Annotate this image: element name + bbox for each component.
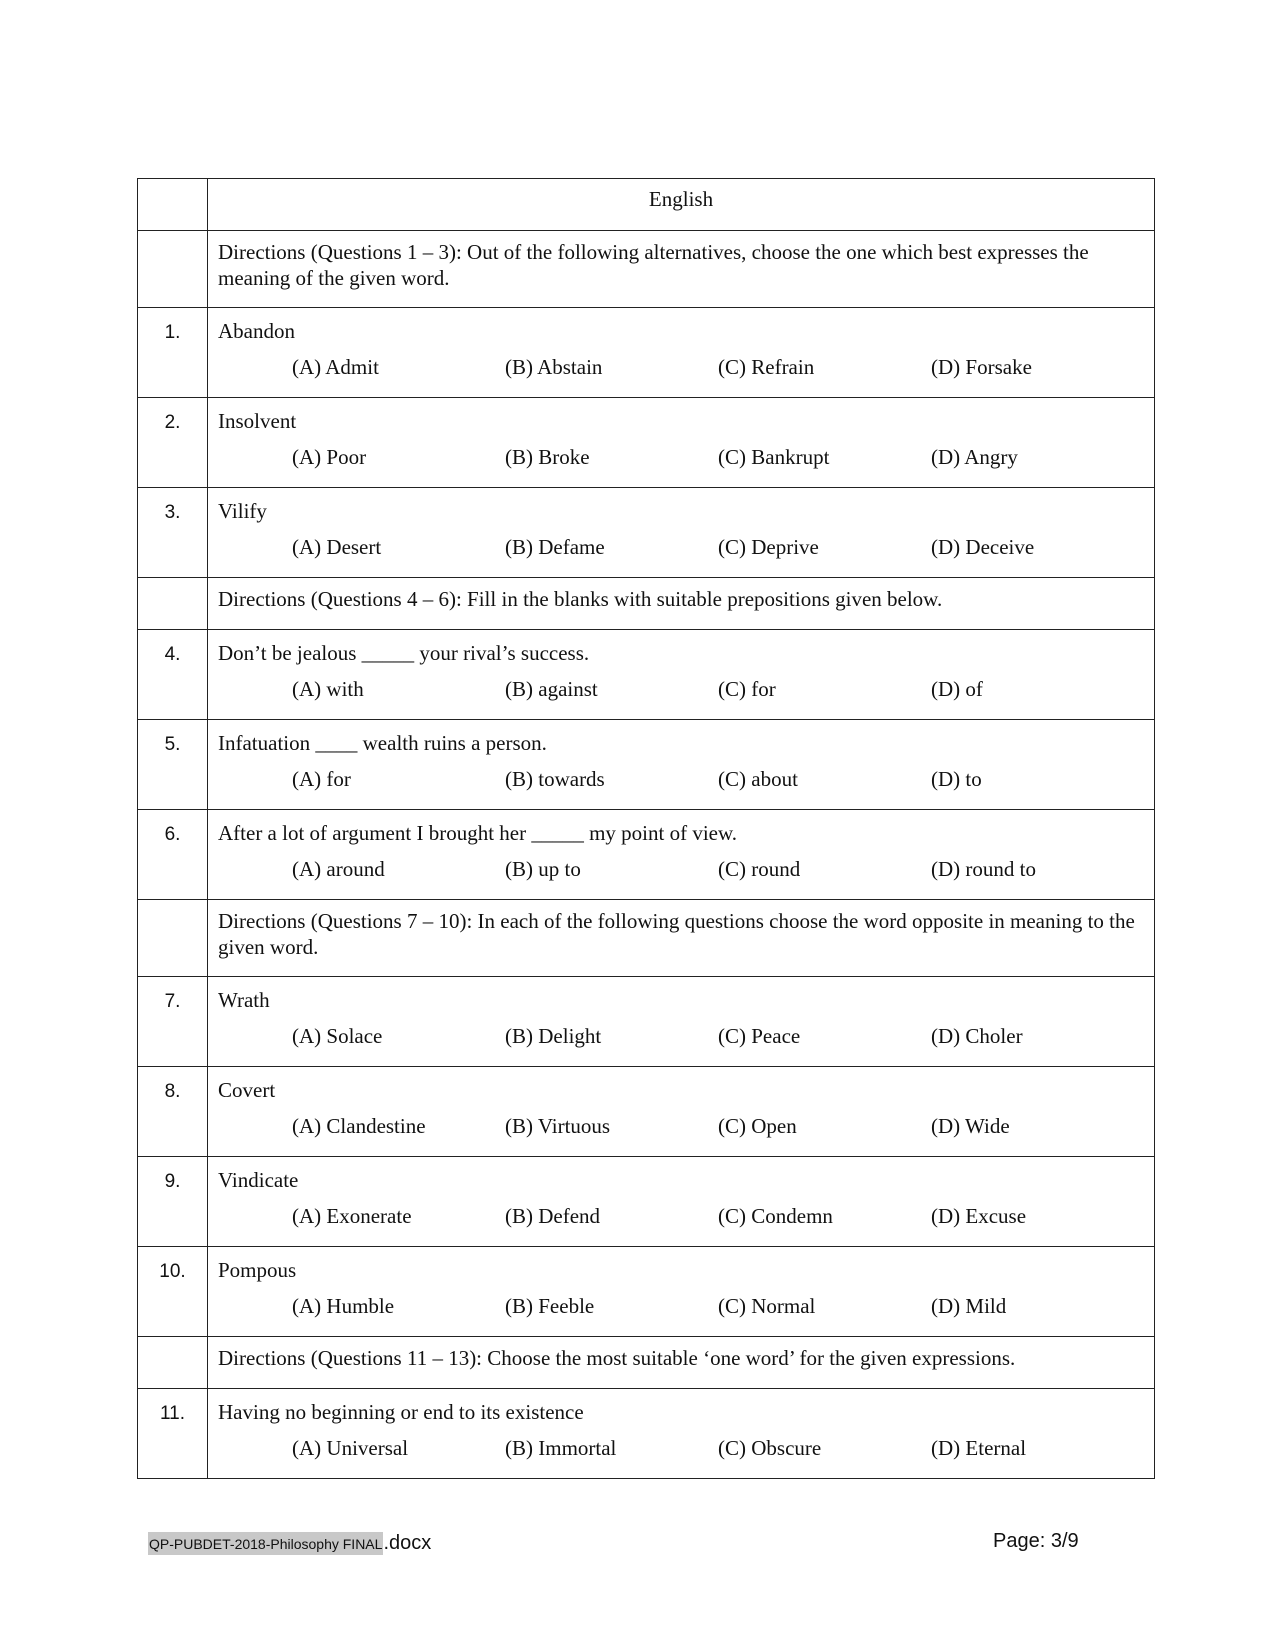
answer-option: (A) Poor bbox=[292, 445, 367, 469]
answer-option: (D) Choler bbox=[931, 1024, 1023, 1048]
directions-row bbox=[138, 900, 1155, 977]
answer-option: (A) Humble bbox=[292, 1294, 395, 1318]
footer-page-number: Page: 3/9 bbox=[993, 1530, 1079, 1552]
question-row bbox=[138, 977, 1155, 1067]
question-stem: Insolvent bbox=[218, 409, 297, 433]
question-stem: Don’t be jealous _____ your rival’s success. bbox=[218, 641, 590, 665]
footer-filename-base: QP-PUBDET-2018-Philosophy FINAL bbox=[148, 1532, 383, 1555]
question-stem: Vindicate bbox=[218, 1168, 299, 1192]
answer-option: (B) Immortal bbox=[505, 1436, 617, 1460]
directions-text: Directions (Questions 7 – 10): In each of the following questions choose the word opposite in meaning to the given word. bbox=[208, 900, 1155, 977]
answer-option: (B) against bbox=[505, 677, 598, 701]
question-stem: Vilify bbox=[218, 499, 267, 523]
answer-options bbox=[218, 534, 1144, 560]
answer-option: (B) Abstain bbox=[505, 355, 603, 379]
question-number: 10. bbox=[138, 1247, 208, 1337]
answer-option: (D) Forsake bbox=[931, 355, 1032, 379]
answer-option: (B) Defame bbox=[505, 535, 605, 559]
directions-row bbox=[138, 231, 1155, 308]
answer-option: (C) for bbox=[718, 677, 776, 701]
question-stem: Covert bbox=[218, 1078, 276, 1102]
answer-option: (C) Condemn bbox=[718, 1204, 833, 1228]
question-stem: Wrath bbox=[218, 988, 270, 1012]
answer-option: (D) Excuse bbox=[931, 1204, 1027, 1228]
answer-options bbox=[218, 1023, 1144, 1049]
answer-option: (C) Obscure bbox=[718, 1436, 822, 1460]
question-number: 11. bbox=[138, 1389, 208, 1479]
answer-option: (B) Delight bbox=[505, 1024, 602, 1048]
question-number: 8. bbox=[138, 1067, 208, 1157]
answer-option: (D) Wide bbox=[931, 1114, 1010, 1138]
question-row bbox=[138, 810, 1155, 900]
answer-option: (D) to bbox=[931, 767, 982, 791]
directions-text: Directions (Questions 11 – 13): Choose the most suitable ‘one word’ for the given expressions. bbox=[208, 1337, 1155, 1389]
question-row bbox=[138, 488, 1155, 578]
answer-options bbox=[218, 1113, 1144, 1139]
section-header-row bbox=[138, 179, 1155, 231]
answer-option: (A) Admit bbox=[292, 355, 379, 379]
question-row bbox=[138, 630, 1155, 720]
answer-option: (C) round bbox=[718, 857, 801, 881]
answer-option: (C) Refrain bbox=[718, 355, 815, 379]
question-row bbox=[138, 1067, 1155, 1157]
directions-text: Directions (Questions 1 – 3): Out of the following alternatives, choose the one which best expresses the meaning of the given word. bbox=[208, 231, 1155, 308]
answer-option: (A) Clandestine bbox=[292, 1114, 426, 1138]
question-row bbox=[138, 720, 1155, 810]
answer-option: (A) for bbox=[292, 767, 351, 791]
question-row bbox=[138, 1389, 1155, 1479]
question-row bbox=[138, 308, 1155, 398]
question-number: 6. bbox=[138, 810, 208, 900]
answer-option: (A) Solace bbox=[292, 1024, 383, 1048]
answer-option: (A) Universal bbox=[292, 1436, 409, 1460]
question-row bbox=[138, 398, 1155, 488]
footer-filename-extension: .docx bbox=[383, 1532, 432, 1554]
answer-options bbox=[218, 676, 1144, 702]
question-table bbox=[137, 178, 1155, 1479]
answer-option: (A) Desert bbox=[292, 535, 382, 559]
answer-option: (D) Deceive bbox=[931, 535, 1035, 559]
question-stem: Abandon bbox=[218, 319, 295, 343]
answer-option: (A) Exonerate bbox=[292, 1204, 412, 1228]
question-number: 4. bbox=[138, 630, 208, 720]
answer-option: (D) round to bbox=[931, 857, 1036, 881]
question-number: 5. bbox=[138, 720, 208, 810]
question-number: 9. bbox=[138, 1157, 208, 1247]
answer-option: (B) towards bbox=[505, 767, 605, 791]
question-row bbox=[138, 1157, 1155, 1247]
question-stem: Pompous bbox=[218, 1258, 297, 1282]
answer-option: (C) Deprive bbox=[718, 535, 819, 559]
answer-option: (B) Virtuous bbox=[505, 1114, 611, 1138]
question-row bbox=[138, 1247, 1155, 1337]
directions-row bbox=[138, 578, 1155, 630]
answer-option: (B) Feeble bbox=[505, 1294, 595, 1318]
question-number: 7. bbox=[138, 977, 208, 1067]
section-title: English bbox=[208, 179, 1155, 231]
question-stem: After a lot of argument I brought her _____ my point of view. bbox=[218, 821, 738, 845]
answer-option: (B) Defend bbox=[505, 1204, 601, 1228]
answer-options bbox=[218, 1293, 1144, 1319]
answer-options bbox=[218, 1203, 1144, 1229]
question-number: 3. bbox=[138, 488, 208, 578]
directions-text: Directions (Questions 4 – 6): Fill in the blanks with suitable prepositions given below. bbox=[208, 578, 1155, 630]
answer-option: (D) of bbox=[931, 677, 983, 701]
answer-option: (C) Open bbox=[718, 1114, 797, 1138]
question-stem: Having no beginning or end to its existence bbox=[218, 1400, 584, 1424]
answer-options bbox=[218, 354, 1144, 380]
footer-filename bbox=[148, 1532, 431, 1555]
answer-options bbox=[218, 856, 1144, 882]
answer-option: (C) Peace bbox=[718, 1024, 801, 1048]
question-number: 2. bbox=[138, 398, 208, 488]
answer-option: (D) Mild bbox=[931, 1294, 1007, 1318]
answer-option: (C) Normal bbox=[718, 1294, 816, 1318]
answer-option: (B) up to bbox=[505, 857, 581, 881]
question-number: 1. bbox=[138, 308, 208, 398]
answer-options bbox=[218, 444, 1144, 470]
answer-option: (C) Bankrupt bbox=[718, 445, 830, 469]
answer-option: (C) about bbox=[718, 767, 798, 791]
answer-options bbox=[218, 766, 1144, 792]
answer-option: (A) with bbox=[292, 677, 364, 701]
answer-options bbox=[218, 1435, 1144, 1461]
answer-option: (A) around bbox=[292, 857, 385, 881]
question-stem: Infatuation ____ wealth ruins a person. bbox=[218, 731, 547, 755]
answer-option: (B) Broke bbox=[505, 445, 590, 469]
answer-option: (D) Angry bbox=[931, 445, 1018, 469]
answer-option: (D) Eternal bbox=[931, 1436, 1027, 1460]
directions-row bbox=[138, 1337, 1155, 1389]
